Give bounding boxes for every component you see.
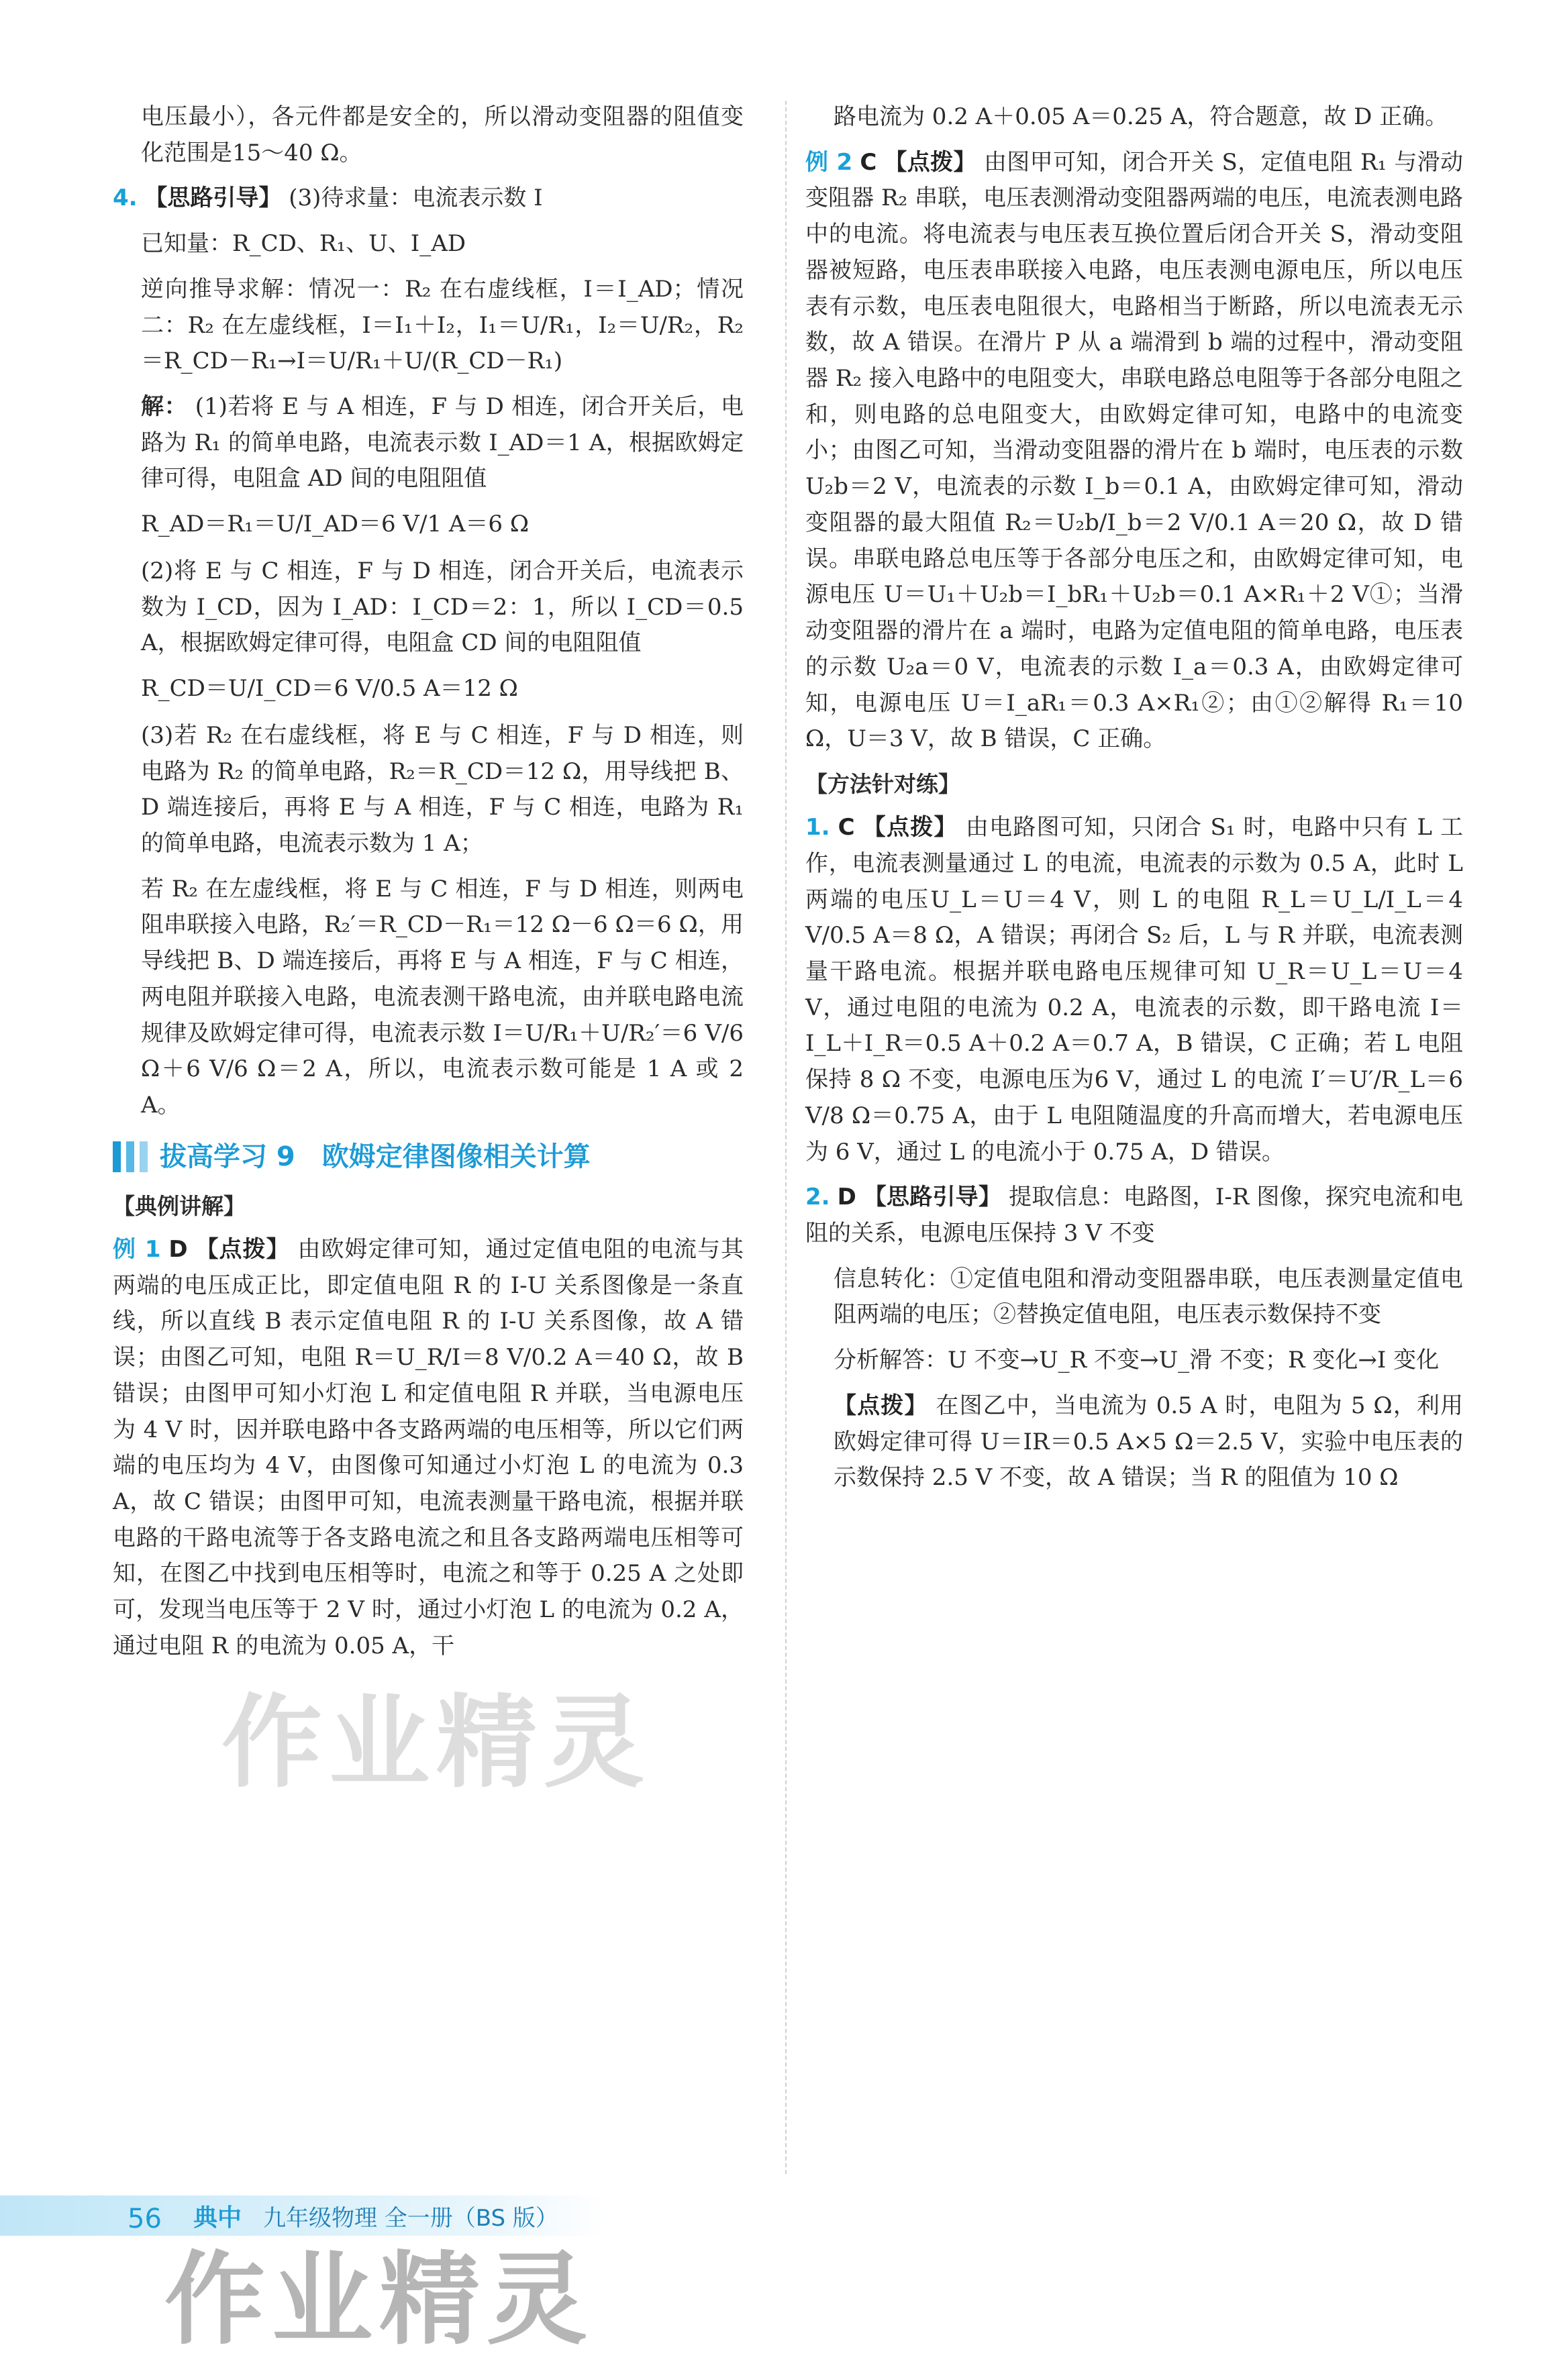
answer-letter: C	[860, 148, 877, 176]
item-number: 1.	[805, 814, 830, 841]
item-number: 2.	[805, 1184, 830, 1211]
item-number: 例 1	[113, 1236, 161, 1263]
item-tag: 【思路引导】	[144, 185, 282, 212]
page-number: 56	[128, 2204, 162, 2234]
item-text: (3)若 R₂ 在右虚线框，将 E 与 C 相连，F 与 D 相连，则电路为 R₂ 的简单电路，R₂＝R_CD＝12 Ω，用导线把 B、D 端连接后，再将 E 与 A 相连，F 与 C 相连，电路为 R₁ 的简单电路，电流表示数为 1 A；	[141, 721, 744, 857]
text-paragraph	[113, 872, 744, 1124]
answer-letter: D	[837, 1184, 856, 1211]
equation-line	[113, 671, 744, 707]
item-text: 路电流为 0.2 A＋0.05 A＝0.25 A，符合题意，故 D 正确。	[834, 103, 1448, 130]
column-divider	[785, 101, 787, 2174]
subsection-header: 【方法针对练】	[805, 770, 960, 797]
item-text: R_CD＝U/I_CD＝6 V/0.5 A＝12 Ω	[141, 675, 518, 703]
answer-item	[805, 1180, 1463, 1251]
text-paragraph	[113, 272, 744, 380]
item-text: 在图乙中，当电流为 0.5 A 时，电阻为 5 Ω，利用欧姆定律可得 U＝IR＝0.5 A×5 Ω＝2.5 V，实验中电压表的示数保持 2.5 V 不变，故 A 错误；当 R 的阻值为 10 Ω	[834, 1392, 1464, 1492]
text-paragraph	[113, 718, 744, 862]
item-tag: 【点拨】	[884, 148, 976, 176]
text-paragraph	[805, 1343, 1463, 1379]
item-tag: 【点拨】	[195, 1236, 290, 1263]
item-tag: 【点拨】	[862, 814, 958, 841]
right-column	[805, 99, 1463, 1506]
page-footer	[0, 2195, 1553, 2236]
item-tag: 【点拨】	[834, 1392, 928, 1419]
item-text: 若 R₂ 在左虚线框，将 E 与 C 相连，F 与 D 相连，则两电阻串联接入电路，R₂′＝R_CD－R₁＝12 Ω－6 Ω＝6 Ω，用导线把 B、D 端连接后，再将 E 与 A 相连，F 与 C 相连，两电阻并联接入电路，电流表测干路电流，由并联电路电流规律及欧姆定律可得，电流表示数 I＝U/R₁＋U/R₂′＝6 V/6 Ω＋6 V/6 Ω＝2 A，所以，电流表示数可能是 1 A 或 2 A。	[141, 875, 744, 1119]
answer-item	[805, 810, 1463, 1170]
item-text: (3)待求量：电流表示数 I	[289, 185, 543, 212]
watermark-text: 作业精灵	[221, 1685, 652, 1802]
text-paragraph	[113, 99, 744, 171]
watermark-footer: 作业精灵	[164, 2242, 595, 2359]
text-paragraph	[113, 554, 744, 662]
item-number: 例 2	[805, 148, 853, 176]
answer-letter: C	[838, 814, 855, 841]
item-text: 信息转化：①定值电阻和滑动变阻器串联，电压表测量定值电阻两端的电压；②替换定值电阻，电压表示数保持不变	[834, 1265, 1463, 1329]
answer-item	[113, 180, 744, 217]
item-tag: 【思路引导】	[863, 1184, 1002, 1211]
item-text: 由电路图可知，只闭合 S₁ 时，电路中只有 L 工作，电流表测量通过 L 的电流，电流表的示数为 0.5 A，此时 L 两端的电压U_L＝U＝4 V，则 L 的电阻 R_L＝U_L/I_L＝4 V/0.5 A＝8 Ω，A 错误；再闭合 S₂ 后，L 与 R 并联，电流表测量干路电流。根据并联电路电压规律可知 U_R＝U_L＝U＝4 V，通过电阻的电流为 0.2 A，电流表的示数，即干路电流 I＝I_L＋I_R＝0.5 A＋0.2 A＝0.7 A，B 错误，C 正确；若 L 电阻保持 8 Ω 不变，电源电压为6 V，通过 L 的电流 I′＝U′/R_L＝6 V/8 Ω＝0.75 A，由于 L 电阻随温度的升高而增大，若电源电压为 6 V，通过 L 的电流小于 0.75 A，D 错误。	[805, 814, 1464, 1166]
subsection-header: 【典例讲解】	[113, 1192, 246, 1219]
section-title	[113, 1136, 744, 1178]
item-text: 由图甲可知，闭合开关 S，定值电阻 R₁ 与滑动变阻器 R₂ 串联，电压表测滑动变阻器两端的电压，电流表测电路中的电流。将电流表与电压表互换位置后闭合开关 S，滑动变阻器被短路，电压表串联接入电路，电压表测电源电压，所以电压表有示数，电压表电阻很大，电路相当于断路，所以电流表无示数，故 A 错误。在滑片 P 从 a 端滑到 b 端的过程中，滑动变阻器 R₂ 接入电路中的电阻变大，串联电路总电阻等于各部分电阻之和，则电路的总电阻变大，由欧姆定律可知，电路中的电流变小；由图乙可知，当滑动变阻器的滑片在 b 端时，电压表的示数 U₂b＝2 V，电流表的示数 I_b＝0.1 A，由欧姆定律可知，滑动变阻器的最大阻值 R₂＝U₂b/I_b＝2 V/0.1 A＝20 Ω，故 D 错误。串联电路总电压等于各部分电压之和，由欧姆定律可知，电源电压 U＝U₁＋U₂b＝I_bR₁＋U₂b＝0.1 A×R₁＋2 V①；当滑动变阻器的滑片在 a 端时，电路为定值电阻的简单电路，电压表的示数 U₂a＝0 V，电流表的示数 I_a＝0.3 A，由欧姆定律可知，电源电压 U＝I_aR₁＝0.3 A×R₁②；由①②解得 R₁＝10 Ω，U＝3 V，故 B 错误，C 正确。	[805, 148, 1464, 753]
item-text: 电压最小），各元件都是安全的，所以滑动变阻器的阻值变化范围是15～40 Ω。	[141, 103, 744, 166]
text-paragraph	[805, 1388, 1463, 1496]
item-text: 提取信息：电路图，I-R 图像，探究电流和电阻的关系，电源电压保持 3 V 不变	[805, 1184, 1464, 1247]
item-text: 逆向推导求解：情况一：R₂ 在右虚线框，I＝I_AD；情况二：R₂ 在左虚线框，I＝I₁＋I₂，I₁＝U/R₁，I₂＝U/R₂，R₂＝R_CD－R₁→I＝U/R₁＋U/(R_CD－R₁)	[141, 275, 744, 375]
text-paragraph	[113, 226, 744, 262]
book-title: 九年级物理 全一册（BS 版）	[263, 2205, 558, 2232]
item-number: 4.	[113, 185, 138, 212]
answer-letter: D	[168, 1236, 188, 1263]
text-paragraph	[113, 389, 744, 497]
answer-item	[805, 145, 1463, 758]
answer-item	[113, 1232, 744, 1665]
text-paragraph	[805, 1261, 1463, 1333]
item-text: (2)将 E 与 C 相连，F 与 D 相连，闭合开关后，电流表示数为 I_CD，因为 I_AD：I_CD＝2：1，所以 I_CD＝0.5 A，根据欧姆定律可得，电阻盒 CD 间的电阻阻值	[141, 557, 744, 657]
item-text: 由欧姆定律可知，通过定值电阻的电流与其两端的电压成正比，即定值电阻 R 的 I-U 关系图像是一条直线，所以直线 B 表示定值电阻 R 的 I-U 关系图像，故 A 错误；由图乙可知，电阻 R＝U_R/I＝8 V/0.2 A＝40 Ω，故 B 错误；由图甲可知小灯泡 L 和定值电阻 R 并联，当电源电压为 4 V 时，因并联电路中各支路两端的电压相等，所以它们两端的电压均为 4 V，由图像可知通过小灯泡 L 的电流为 0.3 A，故 C 错误；由图甲可知，电流表测量干路电流，根据并联电路的干路电流等于各支路电流之和且各支路两端电压相等可知，在图乙中找到电压相等时，电流之和等于 0.25 A 之处即可，发现当电压等于 2 V 时，通过小灯泡 L 的电流为 0.2 A，通过电阻 R 的电流为 0.05 A，干	[113, 1236, 744, 1659]
equation-line	[113, 507, 744, 543]
section-title-text: 拔高学习 9 欧姆定律图像相关计算	[160, 1141, 591, 1172]
item-text: 分析解答：U 不变→U_R 不变→U_滑 不变；R 变化→I 变化	[834, 1347, 1440, 1374]
item-tag: 解：	[141, 393, 188, 421]
left-column	[113, 99, 744, 1674]
item-text: 已知量：R_CD、R₁、U、I_AD	[141, 230, 466, 258]
brand-logo: 典中	[193, 2204, 242, 2232]
item-text: R_AD＝R₁＝U/I_AD＝6 V/1 A＝6 Ω	[141, 511, 530, 538]
text-paragraph	[805, 99, 1463, 136]
item-text: (1)若将 E 与 A 相连，F 与 D 相连，闭合开关后，电路为 R₁ 的简单电路，电流表示数 I_AD＝1 A，根据欧姆定律可得，电阻盒 AD 间的电阻阻值	[141, 393, 744, 493]
section-bars-icon	[113, 1141, 148, 1172]
